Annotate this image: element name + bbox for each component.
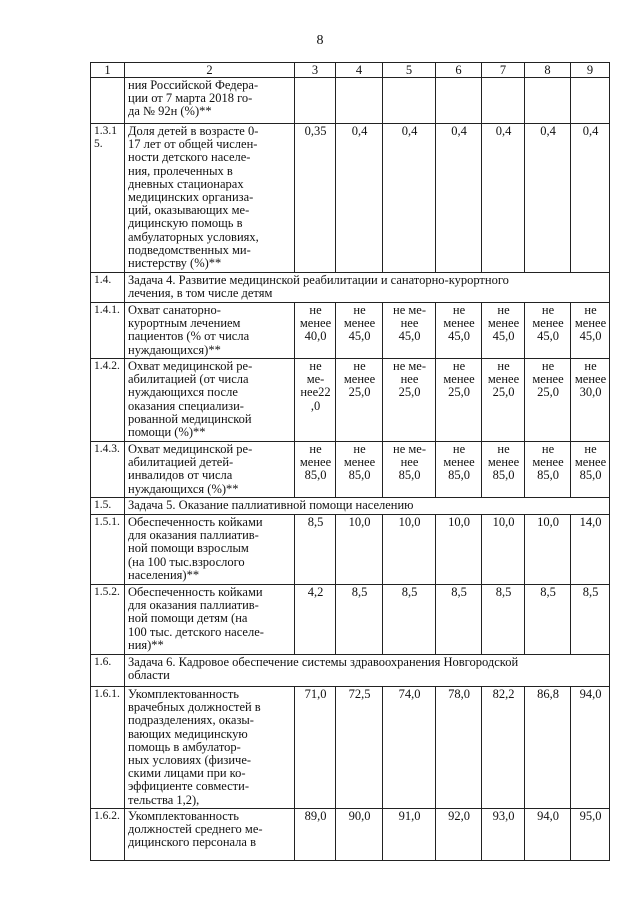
indicator-value: 0,4: [436, 124, 482, 273]
indicator-value: 0,4: [336, 124, 383, 273]
row-number: 1.4.: [91, 273, 125, 303]
indicator-value: [336, 78, 383, 124]
indicator-value: не ме- нее 25,0: [383, 359, 436, 442]
row-number: 1.5.2.: [91, 585, 125, 655]
row-number: 1.4.2.: [91, 359, 125, 442]
column-header: 7: [482, 63, 525, 78]
indicator-value: 0,35: [295, 124, 336, 273]
section-row: [91, 655, 610, 687]
indicator-value: 94,0: [571, 687, 610, 809]
indicator-value: [525, 78, 571, 124]
row-number: 1.4.3.: [91, 442, 125, 498]
indicator-value: 0,4: [571, 124, 610, 273]
column-header: 4: [336, 63, 383, 78]
indicator-value: не менее 25,0: [436, 359, 482, 442]
indicator-value: 89,0: [295, 809, 336, 861]
column-header: 3: [295, 63, 336, 78]
table-header-row: [91, 63, 610, 78]
indicator-value: 90,0: [336, 809, 383, 861]
row-number: 1.4.1.: [91, 303, 125, 359]
indicator-value: 8,5: [336, 585, 383, 655]
indicator-value: не менее 85,0: [525, 442, 571, 498]
indicator-value: 10,0: [525, 515, 571, 585]
indicator-table: [90, 62, 610, 861]
indicator-name: Охват медицинской ре- абилитацией (от числа нуждающихся после оказания специализи- рованной медицинской помощи (%)**: [125, 359, 295, 442]
indicator-value: 93,0: [482, 809, 525, 861]
indicator-value: 8,5: [571, 585, 610, 655]
indicator-value: не ме- нее22 ,0: [295, 359, 336, 442]
indicator-value: 74,0: [383, 687, 436, 809]
indicator-value: не менее 45,0: [571, 303, 610, 359]
indicator-value: 10,0: [383, 515, 436, 585]
column-header: 6: [436, 63, 482, 78]
section-title: Задача 5. Оказание паллиативной помощи населению: [125, 498, 610, 515]
indicator-value: 86,8: [525, 687, 571, 809]
indicator-value: 78,0: [436, 687, 482, 809]
indicator-value: не ме- нее 45,0: [383, 303, 436, 359]
indicator-value: не менее 25,0: [525, 359, 571, 442]
indicator-value: не менее 85,0: [482, 442, 525, 498]
indicator-value: не ме- нее 85,0: [383, 442, 436, 498]
indicator-value: 8,5: [383, 585, 436, 655]
indicator-value: 95,0: [571, 809, 610, 861]
indicator-value: 0,4: [482, 124, 525, 273]
table-row: [91, 809, 610, 861]
indicator-value: 8,5: [436, 585, 482, 655]
indicator-value: 10,0: [336, 515, 383, 585]
indicator-value: не менее 45,0: [336, 303, 383, 359]
indicator-value: не менее 30,0: [571, 359, 610, 442]
indicator-value: 4,2: [295, 585, 336, 655]
column-header: 9: [571, 63, 610, 78]
indicator-value: 10,0: [436, 515, 482, 585]
row-number: 1.6.: [91, 655, 125, 687]
indicator-value: 0,4: [383, 124, 436, 273]
page-number: 8: [316, 33, 324, 48]
indicator-value: [482, 78, 525, 124]
section-row: [91, 273, 610, 303]
indicator-value: 71,0: [295, 687, 336, 809]
indicator-value: не менее 85,0: [571, 442, 610, 498]
table-row: [91, 303, 610, 359]
indicator-value: [436, 78, 482, 124]
indicator-value: 8,5: [482, 585, 525, 655]
indicator-value: не менее 85,0: [336, 442, 383, 498]
indicator-value: [383, 78, 436, 124]
indicator-value: 91,0: [383, 809, 436, 861]
indicator-value: [295, 78, 336, 124]
indicator-name: Укомплектованность должностей среднего ме- дицинского персонала в: [125, 809, 295, 861]
row-number: 1.6.2.: [91, 809, 125, 861]
table-row: [91, 687, 610, 809]
indicator-name: Укомплектованность врачебных должностей в подразделениях, оказы- вающих медицинскую помощь в амбулатор- ных условиях (физиче- скими лицами при ко- эффициенте совмести- тельства 1,2),: [125, 687, 295, 809]
indicator-value: 72,5: [336, 687, 383, 809]
indicator-name: ния Российской Федера- ции от 7 марта 2018 го- да № 92н (%)**: [125, 78, 295, 124]
indicator-name: Охват медицинской ре- абилитацией детей- инвалидов от числа нуждающихся (%)**: [125, 442, 295, 498]
indicator-value: не менее 40,0: [295, 303, 336, 359]
indicator-value: 10,0: [482, 515, 525, 585]
row-number: 1.6.1.: [91, 687, 125, 809]
indicator-name: Обеспеченность койками для оказания паллиатив- ной помощи взрослым (на 100 тыс.взрослого населения)**: [125, 515, 295, 585]
row-number: 1.5.1.: [91, 515, 125, 585]
table-row: [91, 359, 610, 442]
indicator-value: не менее 45,0: [482, 303, 525, 359]
indicator-value: не менее 25,0: [482, 359, 525, 442]
table-row: [91, 515, 610, 585]
column-header: 2: [125, 63, 295, 78]
indicator-value: не менее 85,0: [295, 442, 336, 498]
section-title: Задача 4. Развитие медицинской реабилитации и санаторно-курортного лечения, в том числе детям: [125, 273, 610, 303]
indicator-value: 8,5: [295, 515, 336, 585]
indicator-value: 94,0: [525, 809, 571, 861]
indicator-value: 0,4: [525, 124, 571, 273]
indicator-value: не менее 45,0: [525, 303, 571, 359]
column-header: 1: [91, 63, 125, 78]
row-number: [91, 78, 125, 124]
indicator-name: Доля детей в возрасте 0- 17 лет от общей числен- ности детского населе- ния, пролеченных в дневных стационарах медицинских организа- ций, оказывающих ме- дицинскую помощь в амбулаторных условиях, подведомственных ми- нистерству (%)**: [125, 124, 295, 273]
table-row: [91, 585, 610, 655]
table-row: [91, 78, 610, 124]
row-number: 1.5.: [91, 498, 125, 515]
table-row: [91, 442, 610, 498]
column-header: 8: [525, 63, 571, 78]
section-title: Задача 6. Кадровое обеспечение системы здравоохранения Новгородской области: [125, 655, 610, 687]
indicator-value: 8,5: [525, 585, 571, 655]
section-row: [91, 498, 610, 515]
indicator-value: 82,2: [482, 687, 525, 809]
indicator-name: Охват санаторно- курортным лечением пациентов (% от числа нуждающихся)**: [125, 303, 295, 359]
row-number: 1.3.1 5.: [91, 124, 125, 273]
column-header: 5: [383, 63, 436, 78]
table-row: [91, 124, 610, 273]
indicator-value: не менее 85,0: [436, 442, 482, 498]
indicator-name: Обеспеченность койками для оказания паллиатив- ной помощи детям (на 100 тыс. детского населе- ния)**: [125, 585, 295, 655]
indicator-value: [571, 78, 610, 124]
indicator-value: 14,0: [571, 515, 610, 585]
indicator-value: не менее 25,0: [336, 359, 383, 442]
indicator-value: не менее 45,0: [436, 303, 482, 359]
indicator-value: 92,0: [436, 809, 482, 861]
